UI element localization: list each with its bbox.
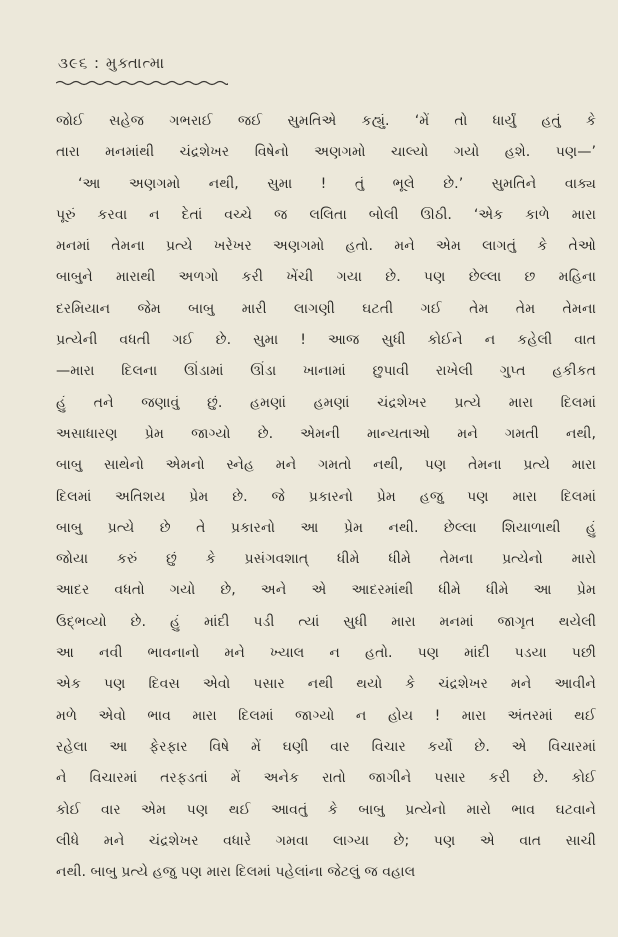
text-line: પૂરું કરવા ન દેતાં વચ્ચે જ લલિતા બોલી ઊઠી. ‘એક કાળે મારા	[56, 206, 596, 223]
text-line: બાબુને મારાથી અળગો કરી ખેંચી ગયા છે. પણ છેલ્લા છ મહિના	[56, 269, 596, 286]
text-line: એક પણ દિવસ એવો પસાર નથી થયો કે ચંદ્રશેખર મને આવીને	[56, 676, 596, 693]
text-line: હું તને જણાવું છું. હમણાં હમણાં ચંદ્રશેખર પ્રત્યે મારા દિલમાં	[56, 394, 596, 411]
text-line: બાબુ પ્રત્યે છે તે પ્રકારનો આ પ્રેમ નથી. છેલ્લા શિયાળાથી હું	[56, 519, 596, 536]
text-line: મનમાં તેમના પ્રત્યે ખરેખર અણગમો હતો. મને એમ લાગતું કે તેઓ	[56, 238, 596, 255]
wavy-rule-ornament	[56, 80, 228, 86]
text-line: નથી. બાબુ પ્રત્યે હજુ પણ મારા દિલમાં પહેલાંના જેટલું જ વહાલ	[56, 864, 416, 881]
text-line: દિલમાં અતિશય પ્રેમ છે. જે પ્રકારનો પ્રેમ હજુ પણ મારા દિલમાં	[56, 488, 596, 505]
running-head: ૩૯૬ : મુક્તાત્મા	[58, 54, 166, 72]
text-line: ને વિચારમાં તરફડતાં મેં અનેક રાતો જાગીને પસાર કરી છે. કોઈ	[56, 770, 596, 787]
text-line: જોઈ સહેજ ગભરાઈ જઈ સુમતિએ કહ્યું. ‘મેં તો ધાર્યું હતું કે	[56, 113, 596, 129]
text-line: અસાધારણ પ્રેમ જાગ્યો છે. એમની માન્યતાઓ મને ગમતી નથી,	[56, 425, 596, 442]
text-line: તારા મનમાંથી ચંદ્રશેખર વિષેનો અણગમો ચાલ્યો ગયો હશે. પણ—’	[56, 144, 596, 161]
body-text	[56, 106, 596, 888]
text-line: ‘આ અણગમો નથી, સુમા ! તું ભૂલે છે.’ સુમતિને વાક્ય	[78, 175, 596, 192]
text-line: રહેલા આ ફેરફાર વિષે મેં ઘણી વાર વિચાર કર્યો છે. એ વિચારમાં	[56, 738, 596, 755]
text-line: —મારા દિલના ઊંડામાં ઊંડા ખાનામાં છુપાવી રાખેલી ગુપ્ત હકીકત	[56, 363, 596, 380]
text-line: મળે એવો ભાવ મારા દિલમાં જાગ્યો ન હોય ! મારા અંતરમાં થઈ	[56, 707, 596, 724]
text-line: લીધે મને ચંદ્રશેખર વધારે ગમવા લાગ્યા છે; પણ એ વાત સાચી	[56, 832, 596, 849]
text-line: જોયા કરું છું કે પ્રસંગવશાત્ ધીમે ધીમે તેમના પ્રત્યેનો મારો	[56, 551, 596, 568]
text-line: ઉદ્ભવ્યો છે. હું માંદી પડી ત્યાં સુધી મારા મનમાં જાગૃત થયેલી	[56, 613, 596, 630]
text-line: બાબુ સાથેનો એમનો સ્નેહ મને ગમતો નથી, પણ તેમના પ્રત્યે મારા	[56, 457, 596, 474]
text-line: આદર વધતો ગયો છે, અને એ આદરમાંથી ધીમે ધીમે આ પ્રેમ	[56, 582, 596, 599]
text-line: દરમિયાન જેમ બાબુ મારી લાગણી ઘટતી ગઈ તેમ તેમ તેમના	[56, 300, 596, 317]
text-line: પ્રત્યેની વધતી ગઈ છે. સુમા ! આજ સુધી કોઈને ન કહેલી વાત	[56, 332, 596, 349]
text-line: આ નવી ભાવનાનો મને ખ્યાલ ન હતો. પણ માંદી પડયા પછી	[56, 645, 596, 662]
text-line: કોઈ વાર એમ પણ થઈ આવતું કે બાબુ પ્રત્યેનો મારો ભાવ ઘટવાને	[56, 801, 596, 818]
